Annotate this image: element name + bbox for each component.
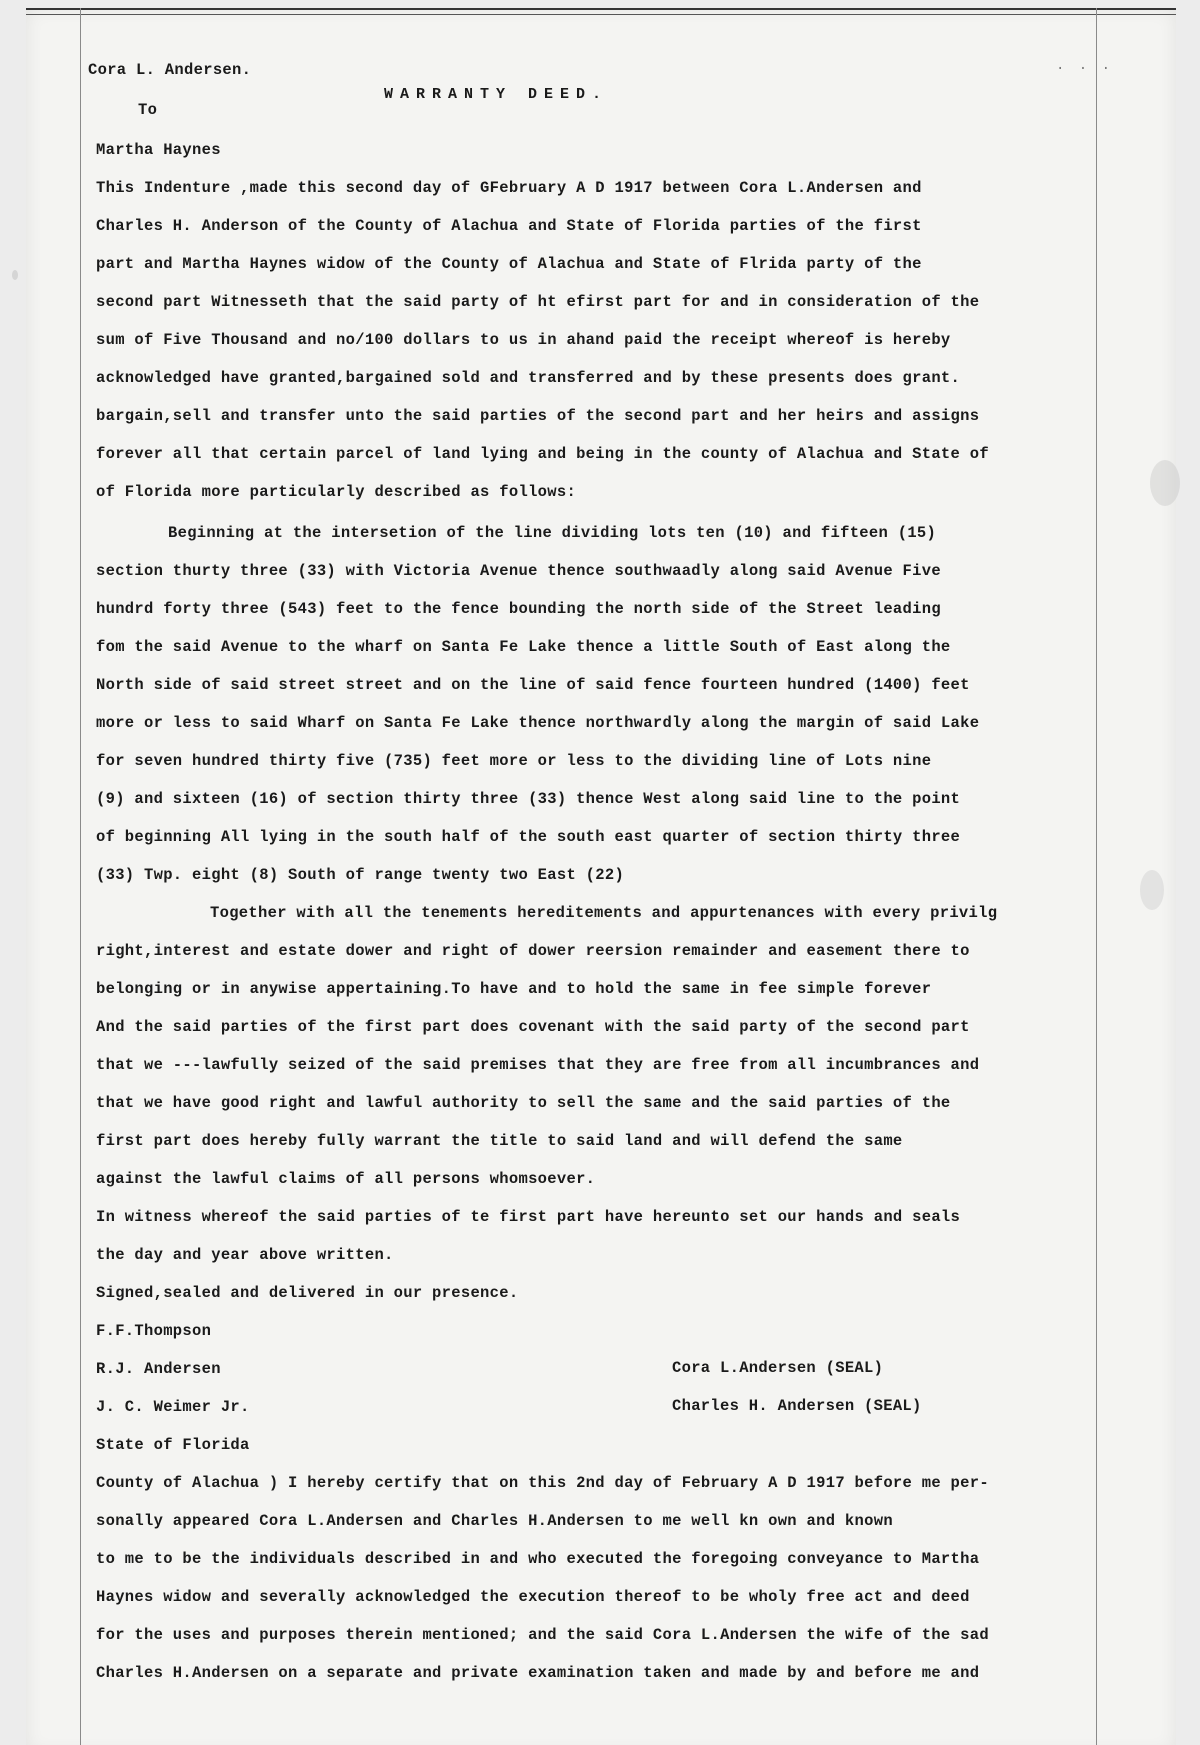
description-line: Beginning at the intersetion of the line dividing lots ten (10) and fifteen (15) <box>168 524 937 542</box>
certificate-line: County of Alachua ) I hereby certify that on this 2nd day of February A D 1917 before me per- <box>96 1474 989 1492</box>
witness-name: R.J. Andersen <box>96 1360 221 1378</box>
body-line: Charles H. Anderson of the County of Alachua and State of Florida parties of the first <box>96 217 922 235</box>
description-line: section thurty three (33) with Victoria Avenue thence southwaadly along said Avenue Five <box>96 562 941 580</box>
covenant-line: that we have good right and lawful authority to sell the same and the said parties of the <box>96 1094 951 1112</box>
covenant-line: against the lawful claims of all persons whomsoever. <box>96 1170 596 1188</box>
description-line: hundrd forty three (543) feet to the fence bounding the north side of the Street leading <box>96 600 941 618</box>
body-line: bargain,sell and transfer unto the said parties of the second part and her heirs and assigns <box>96 407 980 425</box>
certificate-line: Haynes widow and severally acknowledged the execution thereof to be wholy free act and deed <box>96 1588 970 1606</box>
certificate-line: to me to be the individuals described in and who executed the foregoing conveyance to Martha <box>96 1550 980 1568</box>
body-line: acknowledged have granted,bargained sold and transferred and by these presents does grant. <box>96 369 961 387</box>
top-rule-thin <box>26 14 1176 15</box>
description-line: more or less to said Wharf on Santa Fe Lake thence northwardly along the margin of said Lake <box>96 714 980 732</box>
paper-speck <box>12 270 18 280</box>
covenant-line: right,interest and estate dower and right of dower reersion remainder and easement there to <box>96 942 970 960</box>
description-line: North side of said street street and on the line of said fence fourteen hundred (1400) feet <box>96 676 970 694</box>
body-line: of Florida more particularly described as follows: <box>96 483 577 501</box>
body-line: This Indenture ,made this second day of GFebruary A D 1917 between Cora L.Andersen and <box>96 179 922 197</box>
grantee-name: Martha Haynes <box>96 141 221 159</box>
description-line: fom the said Avenue to the wharf on Santa Fe Lake thence a little South of East along the <box>96 638 951 656</box>
certificate-line: Charles H.Andersen on a separate and private examination taken and made by and before me and <box>96 1664 980 1682</box>
description-line: (9) and sixteen (16) of section thirty three (33) thence West along said line to the point <box>96 790 961 808</box>
body-line: second part Witnesseth that the said party of ht efirst part for and in consideration of the <box>96 293 980 311</box>
body-line: forever all that certain parcel of land lying and being in the county of Alachua and State of <box>96 445 989 463</box>
description-line: for seven hundred thirty five (735) feet more or less to the dividing line of Lots nine <box>96 752 932 770</box>
right-margin-line <box>1096 8 1097 1745</box>
witness-name: F.F.Thompson <box>96 1322 212 1340</box>
margin-marks: . . . <box>1056 58 1114 74</box>
covenant-line: Together with all the tenements hereditements and appurtenances with every privilg <box>210 904 998 922</box>
covenant-line: that we ---lawfully seized of the said premises that they are free from all incumbrances and <box>96 1056 980 1074</box>
description-line: (33) Twp. eight (8) South of range twenty two East (22) <box>96 866 625 884</box>
top-rule <box>26 8 1176 10</box>
witness-clause-line: Signed,sealed and delivered in our presence. <box>96 1284 519 1302</box>
certificate-line: sonally appeared Cora L.Andersen and Charles H.Andersen to me well kn own and known <box>96 1512 893 1530</box>
paper-speck <box>1140 870 1164 910</box>
certificate-line: for the uses and purposes therein mentioned; and the said Cora L.Andersen the wife of the sad <box>96 1626 989 1644</box>
covenant-line: belonging or in anywise appertaining.To have and to hold the same in fee simple forever <box>96 980 932 998</box>
body-line: sum of Five Thousand and no/100 dollars to us in ahand paid the receipt whereof is hereby <box>96 331 951 349</box>
left-margin-line <box>80 8 81 1745</box>
deed-title: WARRANTY DEED. <box>384 86 609 103</box>
covenant-line: first part does hereby fully warrant the title to said land and will defend the same <box>96 1132 903 1150</box>
certificate-line: State of Florida <box>96 1436 250 1454</box>
paper-speck <box>1150 460 1180 506</box>
to-label: To <box>138 101 158 119</box>
body-line: part and Martha Haynes widow of the County of Alachua and State of Flrida party of the <box>96 255 922 273</box>
witness-clause-line: the day and year above written. <box>96 1246 394 1264</box>
grantor-signature: Charles H. Andersen (SEAL) <box>672 1397 922 1415</box>
description-line: of beginning All lying in the south half of the south east quarter of section thirty three <box>96 828 961 846</box>
witness-name: J. C. Weimer Jr. <box>96 1398 250 1416</box>
grantor-signature: Cora L.Andersen (SEAL) <box>672 1359 884 1377</box>
witness-clause-line: In witness whereof the said parties of te first part have hereunto set our hands and seals <box>96 1208 961 1226</box>
grantor-name: Cora L. Andersen. <box>88 61 252 79</box>
covenant-line: And the said parties of the first part does covenant with the said party of the second part <box>96 1018 970 1036</box>
